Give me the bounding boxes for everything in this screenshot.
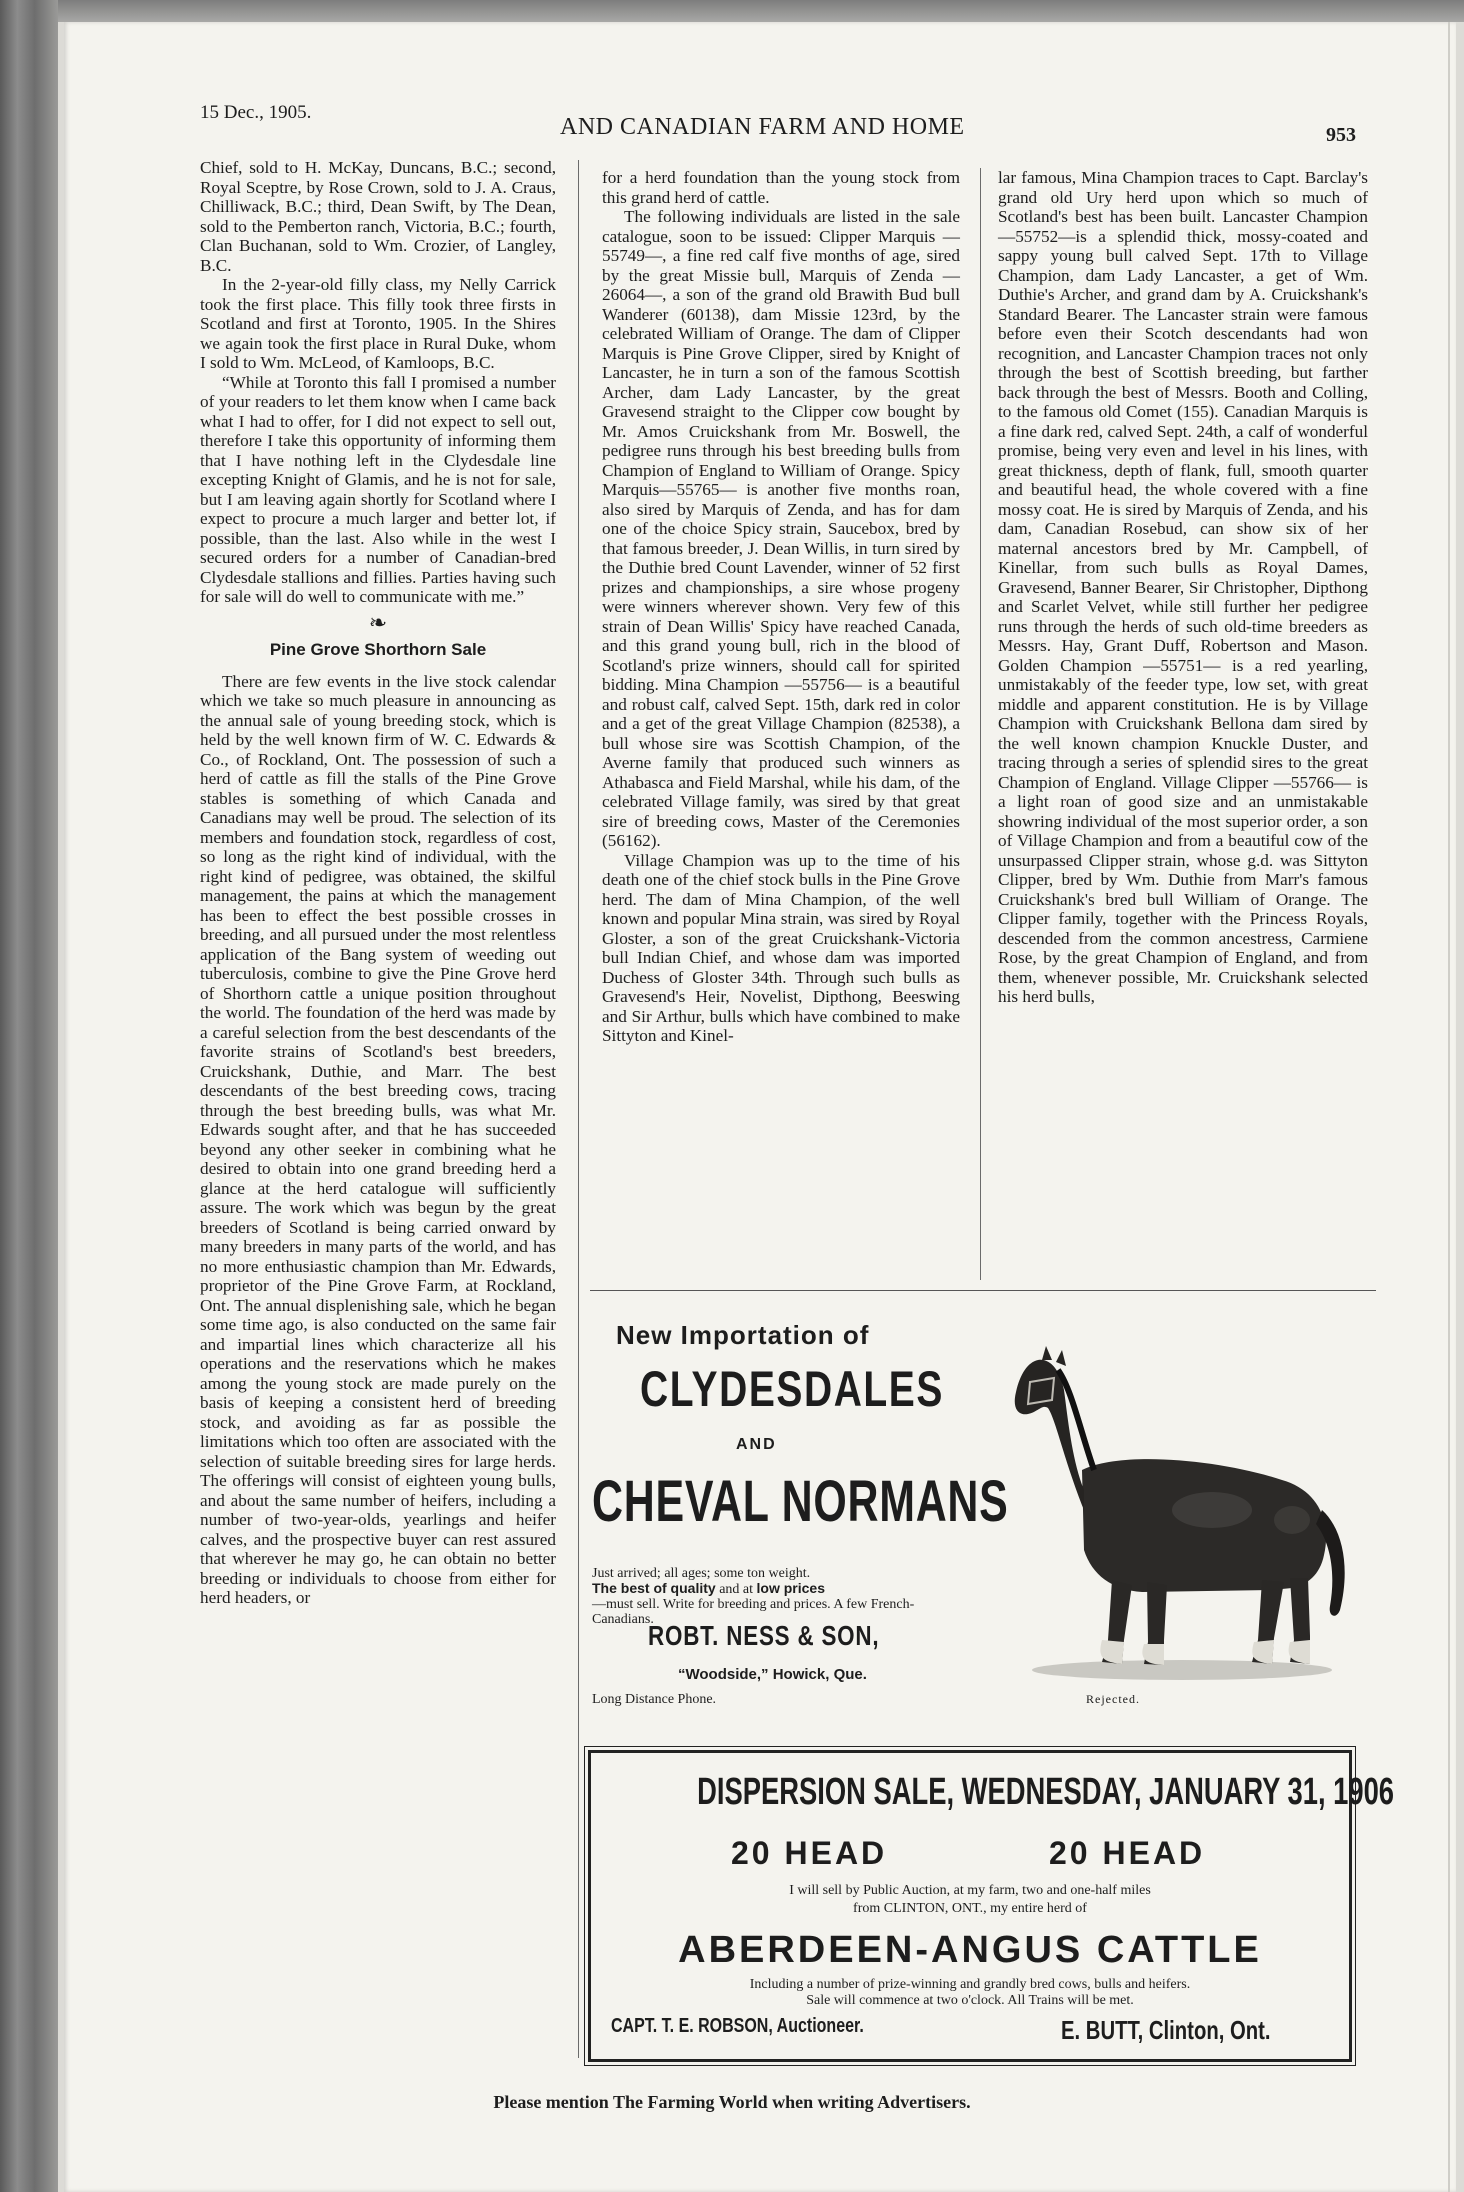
ad-head-count: 20 HEAD xyxy=(1049,1835,1206,1871)
paragraph: lar famous, Mina Champion traces to Capt. Barclay's grand old Ury herd upon which so much of Scotland's best has been built. Lancaster Champion —55752—is a splendid thick, mossy-coated and sappy young bull calved Sept. 17th to Village Champion, dam Lady Lancaster, a get of Wm. Duthie's Archer, and grand dam by A. Cruickshank's Standard Bearer. The Lancaster strain were famous before even their Scotch descendants had won recognition, and Lancaster Champion traces not only through the best of Scottish breeding, but farther back through the best of Messrs. Booth and Colling, to the famous old Comet (155). Canadian Marquis is a fine dark red, calved Sept. 24th, a calf of wonderful promise, being very even and level in his lines, with great thickness, depth of flank, full, smooth quarter and beautiful head, the whole covered with a fine mossy coat. He is sired by Marquis of Zenda, and his dam, Canadian Rosebud, can show six of her maternal ancestors bred by Mr. Campbell, of Kinellar, from such bulls as Royal Dames, Gravesend, Banner Bearer, Sir Christopher, Dipthong and Scarlet Velvet, while still further her pedigree runs through the herds of such old-time breeders as Messrs. Hay, Grant Duff, Robertson and Mason. Golden Champion —55751— is a red yearling, unmistakably of the feeder type, low set, with great middle and apparent constitution. He is by Village Champion with Cruickshank Bellona dam sired by the well known champion Knuckle Duster, and tracing through a series of splendid sires to the great Champion of England. Village Clipper —55766— is a light roan of good size and an unmistakable showring individual of the most superior order, a son of Village Champion and from a beautiful cow of the unsurpassed Clipper strain, whose g.d. was Sittyton Clipper, bred by Wm. Duthie from Marr's famous Cruickshank's bred bull William of Orange. The Clipper family, together with the Princess Royals, descended from the common ancestress, Carmiene Rose, by the great Champion of England, and from them, whenever possible, Mr. Cruickshank selected his herd bulls, xyxy=(998,168,1368,1006)
paragraph: for a herd foundation than the young stock from this grand herd of cattle. xyxy=(602,168,960,207)
ad-and: AND xyxy=(736,1436,777,1453)
illustration-caption: Rejected. xyxy=(1086,1692,1140,1706)
dispersion-sale-advertisement xyxy=(588,1750,1395,2062)
page-number: 953 xyxy=(1326,124,1356,146)
ad-line: Including a number of prize-winning and grandly bred cows, bulls and heifers. xyxy=(749,1977,1191,1992)
ad-breed-clydesdales: CLYDESDALES xyxy=(640,1361,944,1417)
clydesdales-advertisement xyxy=(592,1300,1382,1720)
paragraph: Village Champion was up to the time of his death one of the chief stock bulls in the Pine Grove herd. The dam of Mina Champion, of the well known and popular Mina strain, was sired by Royal Gloster, a son of the great Cruickshank-Victoria bull Indian Chief, and whose dam was imported Duchess of Gloster 34th. Through such bulls as Gravesend's Heir, Novelist, Dipthong, Beeswing and Sir Arthur, bulls which have combined to make Sittyton and Kinel- xyxy=(602,850,960,1045)
article-column-2 xyxy=(602,168,960,1046)
ad-headline: New Importation of xyxy=(616,1320,870,1350)
ad-separator-rule xyxy=(590,1290,1376,1291)
ad-firm-name: ROBT. NESS & SON, xyxy=(648,1620,880,1651)
horse-illustration xyxy=(972,1310,1372,1700)
ad-head-count: 20 HEAD xyxy=(731,1835,888,1871)
article-column-3 xyxy=(998,168,1368,1007)
paragraph: “While at Toronto this fall I promised a number of your readers to let them know when I came back what I had to offer, for I did not expect to sell out, therefore I take this opportunity of informing them that I have nothing left in the Clydesdale line excepting Knight of Glamis, and he is not for sale, but I am leaving again shortly for Scotland where I expect to procure a much larger and better lot, if possible, than the last. Also while in the west I secured orders for a number of Canadian-bred Clydesdale stallions and fillies. Parties having such for sale will do well to communicate with me.” xyxy=(200,372,556,606)
ad-title: DISPERSION SALE, WEDNESDAY, JANUARY 31, 1906 xyxy=(697,1771,1395,1813)
ad-body-line: and at xyxy=(719,1582,754,1597)
ad-line: I will sell by Public Auction, at my farm, two and one-half miles xyxy=(789,1883,1151,1898)
ad-body-line: —must sell. Write for breeding and prices. A few French-Canadians. xyxy=(592,1597,915,1627)
scan-border-left xyxy=(0,0,58,2192)
article-column-1 xyxy=(200,158,556,1608)
ad-body-bold: The best of quality xyxy=(592,1580,716,1596)
ad-location: “Woodside,” Howick, Que. xyxy=(678,1666,867,1683)
issue-date: 15 Dec., 1905. xyxy=(200,102,312,123)
ad-body xyxy=(592,1566,932,1627)
ad-phone: Long Distance Phone. xyxy=(592,1692,717,1707)
running-title: AND CANADIAN FARM AND HOME xyxy=(560,114,965,140)
ad-body-line: Just arrived; all ages; some ton weight. xyxy=(592,1566,811,1581)
scan-border-top xyxy=(0,0,1464,22)
paragraph: Chief, sold to H. McKay, Duncans, B.C.; second, Royal Sceptre, by Rose Crown, sold to J. A. Craus, Chilliwack, B.C.; third, Dean Swift, by The Dean, sold to the Pemberton ranch, Victoria, B.C.; fourth, Clan Buchanan, sold to Wm. Crozier, of Langley, B.C. xyxy=(200,158,556,275)
ad-breed-cheval-normans: CHEVAL NORMANS xyxy=(592,1469,1009,1534)
ad-auctioneer: CAPT. T. E. ROBSON, Auctioneer. xyxy=(611,2015,864,2037)
footer-notice: Please mention The Farming World when writing Advertisers. xyxy=(493,2092,971,2112)
paragraph: The following individuals are listed in the sale catalogue, soon to be issued: Clipper Marquis —55749—, a fine red calf five months of age, sired by the great Missie bull, Marquis of Zenda —26064—, a son of the grand old Brawith Bud bull Wanderer (60138), dam Missie 123rd, by the celebrated William of Orange. The dam of Clipper Marquis is Pine Grove Clipper, sired by Knight of Lancaster, he in turn a son of the famous Scottish Archer, dam Lady Lancaster, by the great Gravesend straight to the Clipper cow bought by Mr. Amos Cruickshank from Mr. Boswell, the pedigree runs through his best breeding bulls from Champion of England to William of Orange. Spicy Marquis—55765— is another five months roan, also sired by Marquis of Zenda, and has for dam one of the choice Spicy strain, Saucebox, bred by that famous breeder, J. Dean Willis, in turn sired by the Duthie bred Count Lavender, winner of 52 first prizes and championships, a sire whose progeny were winners wherever shown. Very few of this strain of Dean Willis' Spicy have reached Canada, and this grand young bull, rich in the blood of Scotland's prize winners, should call for spirited bidding. Mina Champion —55756— is a beautiful and robust calf, calved Sept. 15th, dark red in color and a get of the great Village Champion (82538), a bull whose sire was Scottish Champion, of the Averne family that produced such winners as Athabasca and Field Marshal, while his dam, of the celebrated Village family, was sired by that great sire of breeding cows, Master of the Ceremonies (56162). xyxy=(602,207,960,850)
ad-line: from CLINTON, ONT., my entire herd of xyxy=(853,1901,1087,1916)
paragraph: In the 2-year-old filly class, my Nelly Carrick took the first place. This filly took three firsts in Scotland and first at Toronto, 1905. In the Shires we again took the first place in Rural Duke, whom I sold to Wm. McLeod, of Kamloops, B.C. xyxy=(200,275,556,372)
ad-owner: E. BUTT, Clinton, Ont. xyxy=(1061,2015,1271,2045)
column-rule xyxy=(578,160,579,2058)
ad-body-bold: low prices xyxy=(756,1580,825,1596)
ad-line: Sale will commence at two o'clock. All Trains will be met. xyxy=(806,1993,1134,2008)
column-rule xyxy=(980,168,981,1280)
ad-cattle-breed: ABERDEEN-ANGUS CATTLE xyxy=(678,1929,1262,1971)
paragraph: There are few events in the live stock calendar which we take so much pleasure in announcing as the annual sale of young breeding stock, which is held by the well known firm of W. C. Edwards & Co., of Rockland, Ont. The possession of such a herd of cattle as fill the stalls of the Pine Grove stables is something of which Canada and Canadians may well be proud. The selection of its members and foundation stock, regardless of cost, so long as the right kind of individual, with the right kind of pedigree, was obtained, the skilful management, the pains at which the management has been to effect the best possible crosses in breeding, and all pursued under the most relentless application of the Bang system of weeding out tuberculosis, combine to give the Pine Grove herd of Shorthorn cattle a unique position throughout the world. The foundation of the herd was made by a careful selection from the best descendants of the favorite strains of Scotland's best breeders, Cruickshank, Duthie, and Marr. The best descendants of the best breeding cows, tracing through the best breeding bulls, was what Mr. Edwards sought after, and that he has succeeded beyond any other seeker in combining what he desired to obtain into one grand breeding herd a glance at the herd catalogue will sufficiently assure. The work which was begun by the great breeders of Scotland is being carried onward by many breeders in many parts of the world, and has no more enthusiastic champion than Mr. Edwards, proprietor of the Pine Grove Farm, at Rockland, Ont. The annual displenishing sale, which he began some time ago, is also conducted on the same fair and impartial lines which characterize all his operations and the reservations which he makes among the young stock are made purely on the basis of keeping a consistent herd of breeding stock, and avoiding as far as possible the limitations which too often are associated with the selection of suitable breeding sires for large herds. The offerings will consist of eighteen young bulls, and about the same number of heifers, including a number of two-year-olds, yearlings and heifer calves, and the prospective buyer can rest assured that wherever he may go, he can obtain no better breeding or individuals to choose from either for herd headers, or xyxy=(200,671,556,1607)
article-heading: Pine Grove Shorthorn Sale xyxy=(269,640,487,659)
page-edge xyxy=(1448,22,1450,2192)
fleuron-ornament: ❧ xyxy=(368,609,388,635)
